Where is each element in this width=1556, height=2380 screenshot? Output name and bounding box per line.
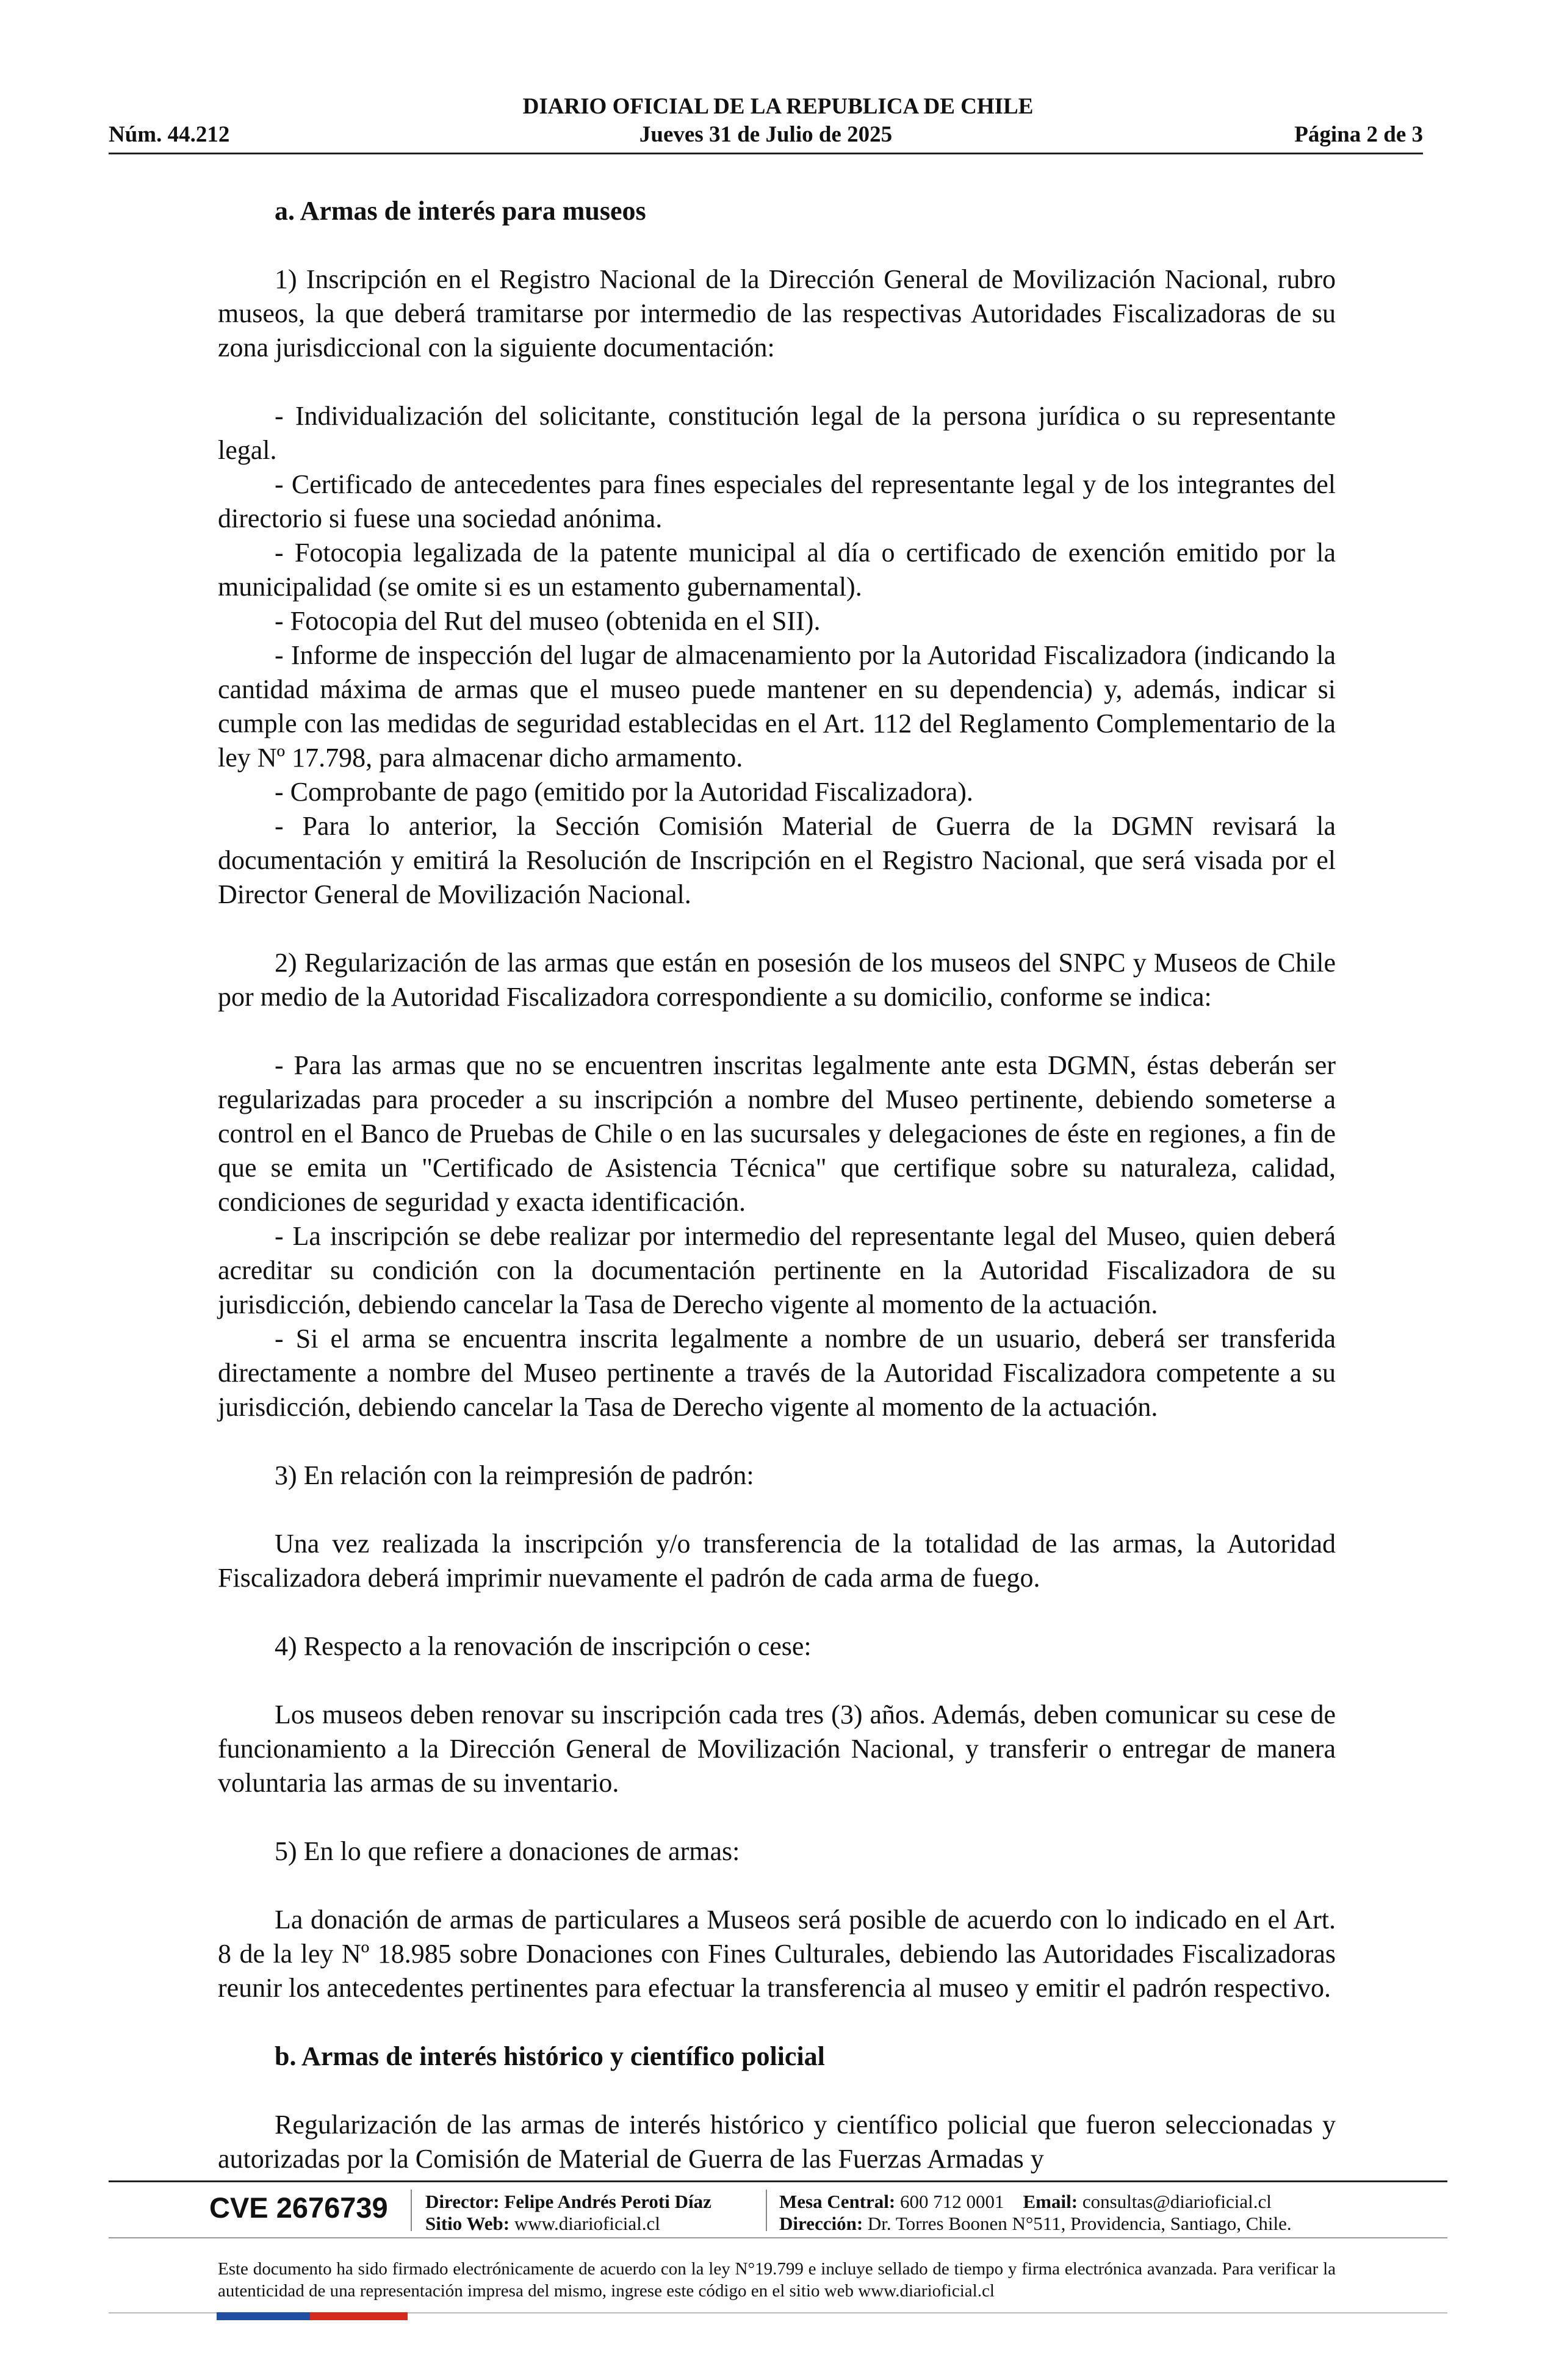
flag-bar-red [310, 2312, 408, 2320]
footer-separator [411, 2190, 412, 2231]
paragraph-6: Regularización de las armas de interés histórico y científico policial que fueron seleccionadas y autorizadas por la Comisión de Material de Guerra de las Fuerzas Armadas y [218, 2110, 1336, 2174]
footer-contact-block [779, 2191, 1292, 2235]
regularization-item: - Si el arma se encuentra inscrita legalmente a nombre de un usuario, deberá ser transferida directamente a nombre del Museo pertinente a través de la Autoridad Fiscalizadora competente a su jurisdicción, debiendo cancelar la Tasa de Derecho vigente al momento de la actuación. [218, 1324, 1336, 1422]
address-text: Dr. Torres Boonen N°511, Providencia, Santiago, Chile. [867, 2213, 1292, 2234]
paragraph-3-body: Una vez realizada la inscripción y/o transferencia de la totalidad de las armas, la Autoridad Fiscalizadora deberá imprimir nuevamente el padrón de cada arma de fuego. [218, 1529, 1336, 1593]
publication-title: DIARIO OFICIAL DE LA REPUBLICA DE CHILE [522, 94, 1034, 119]
director-name: Felipe Andrés Peroti Díaz [504, 2191, 711, 2212]
document-body [218, 194, 1336, 2176]
header-row [109, 121, 1423, 149]
header-divider [109, 153, 1423, 154]
website-label: Sitio Web: [425, 2213, 510, 2234]
footer-director-block [425, 2191, 711, 2235]
phone-number: 600 712 0001 [900, 2191, 1004, 2212]
requirement-item: - Fotocopia del Rut del museo (obtenida en el SII). [275, 606, 821, 636]
footer-separator [766, 2190, 767, 2231]
email-address[interactable]: consultas@diarioficial.cl [1082, 2191, 1272, 2212]
requirement-item: - Certificado de antecedentes para fines especiales del representante legal y de los integrantes del directorio si fuese una sociedad anónima. [218, 469, 1336, 533]
address-label: Dirección: [779, 2213, 863, 2234]
requirement-item: - Fotocopia legalizada de la patente municipal al día o certificado de exención emitido por la municipalidad (se omite si es un estamento gubernamental). [218, 538, 1336, 602]
regularization-item: - Para las armas que no se encuentren inscritas legalmente ante esta DGMN, éstas deberán ser regularizadas para proceder a su inscripción a nombre del Museo pertinente, debiendo someterse a control en el Banco de Pruebas de Chile o en las sucursales y delegaciones de éste en regiones, a fin de que se emita un "Certificado de Asistencia Técnica" que certifique sobre su naturaleza, calidad, condiciones de seguridad y exacta identificación. [218, 1050, 1336, 1217]
section-heading-a: a. Armas de interés para museos [275, 196, 646, 226]
paragraph-5-title: 5) En lo que refiere a donaciones de armas: [275, 1836, 740, 1866]
section-heading-b: b. Armas de interés histórico y científico policial [275, 2041, 825, 2071]
flag-bar-blue [217, 2312, 310, 2320]
footer-divider-top [109, 2180, 1447, 2182]
email-label: Email: [1023, 2191, 1078, 2212]
issue-date: Jueves 31 de Julio de 2025 [639, 122, 893, 147]
director-label: Director: [425, 2191, 500, 2212]
paragraph-4-body: Los museos deben renovar su inscripción cada tres (3) años. Además, deben comunicar su cese de funcionamiento a la Dirección General de Movilización Nacional, y transferir o entregar de manera voluntaria las armas de su inventario. [218, 1700, 1336, 1798]
requirement-item: - Individualización del solicitante, constitución legal de la persona jurídica o su representante legal. [218, 401, 1336, 465]
requirement-item: - Informe de inspección del lugar de almacenamiento por la Autoridad Fiscalizadora (indicando la cantidad máxima de armas que el museo puede mantener en su dependencia) y, además, indicar si cumple con las medidas de seguridad establecidas en el Art. 112 del Reglamento Complementario de la ley Nº 17.798, para almacenar dicho armamento. [218, 640, 1336, 773]
paragraph-3-title: 3) En relación con la reimpresión de padrón: [275, 1460, 754, 1490]
paragraph-5-body: La donación de armas de particulares a Museos será posible de acuerdo con lo indicado en el Art. 8 de la ley Nº 18.985 sobre Donaciones con Fines Culturales, debiendo las Autoridades Fiscalizadoras reunir los antecedentes pertinentes para efectuar la transferencia al museo y emitir el padrón respectivo. [218, 1905, 1336, 2003]
footer-divider-middle [109, 2237, 1447, 2238]
cve-code: CVE 2676739 [209, 2191, 388, 2224]
phone-label: Mesa Central: [779, 2191, 896, 2212]
website-link[interactable]: www.diarioficial.cl [514, 2213, 660, 2234]
signature-disclaimer: Este documento ha sido firmado electrónicamente de acuerdo con la ley N°19.799 e incluye sellado de tiempo y firma electrónica avanzada. Para verificar la autenticidad de una representación impresa del mismo, ingrese este código en el sitio web www.diarioficial.cl [218, 2259, 1336, 2301]
paragraph-4-title: 4) Respecto a la renovación de inscripción o cese: [275, 1631, 812, 1661]
page-indicator: Página 2 de 3 [1294, 122, 1423, 147]
paragraph-1: 1) Inscripción en el Registro Nacional de la Dirección General de Movilización Nacional, rubro museos, la que deberá tramitarse por intermedio de las respectivas Autoridades Fiscalizadoras de su zona jurisdiccional con la siguiente documentación: [218, 264, 1336, 362]
requirement-item: - Comprobante de pago (emitido por la Autoridad Fiscalizadora). [275, 777, 973, 807]
paragraph-2: 2) Regularización de las armas que están en posesión de los museos del SNPC y Museos de Chile por medio de la Autoridad Fiscalizadora correspondiente a su domicilio, conforme se indica: [218, 948, 1336, 1012]
regularization-item: - La inscripción se debe realizar por intermedio del representante legal del Museo, quien deberá acreditar su condición con la documentación pertinente en la Autoridad Fiscalizadora de su jurisdicción, debiendo cancelar la Tasa de Derecho vigente al momento de la actuación. [218, 1221, 1336, 1319]
issue-number: Núm. 44.212 [109, 122, 230, 147]
requirement-item: - Para lo anterior, la Sección Comisión Material de Guerra de la DGMN revisará la documentación y emitirá la Resolución de Inscripción en el Registro Nacional, que será visada por el Director General de Movilización Nacional. [218, 811, 1336, 909]
